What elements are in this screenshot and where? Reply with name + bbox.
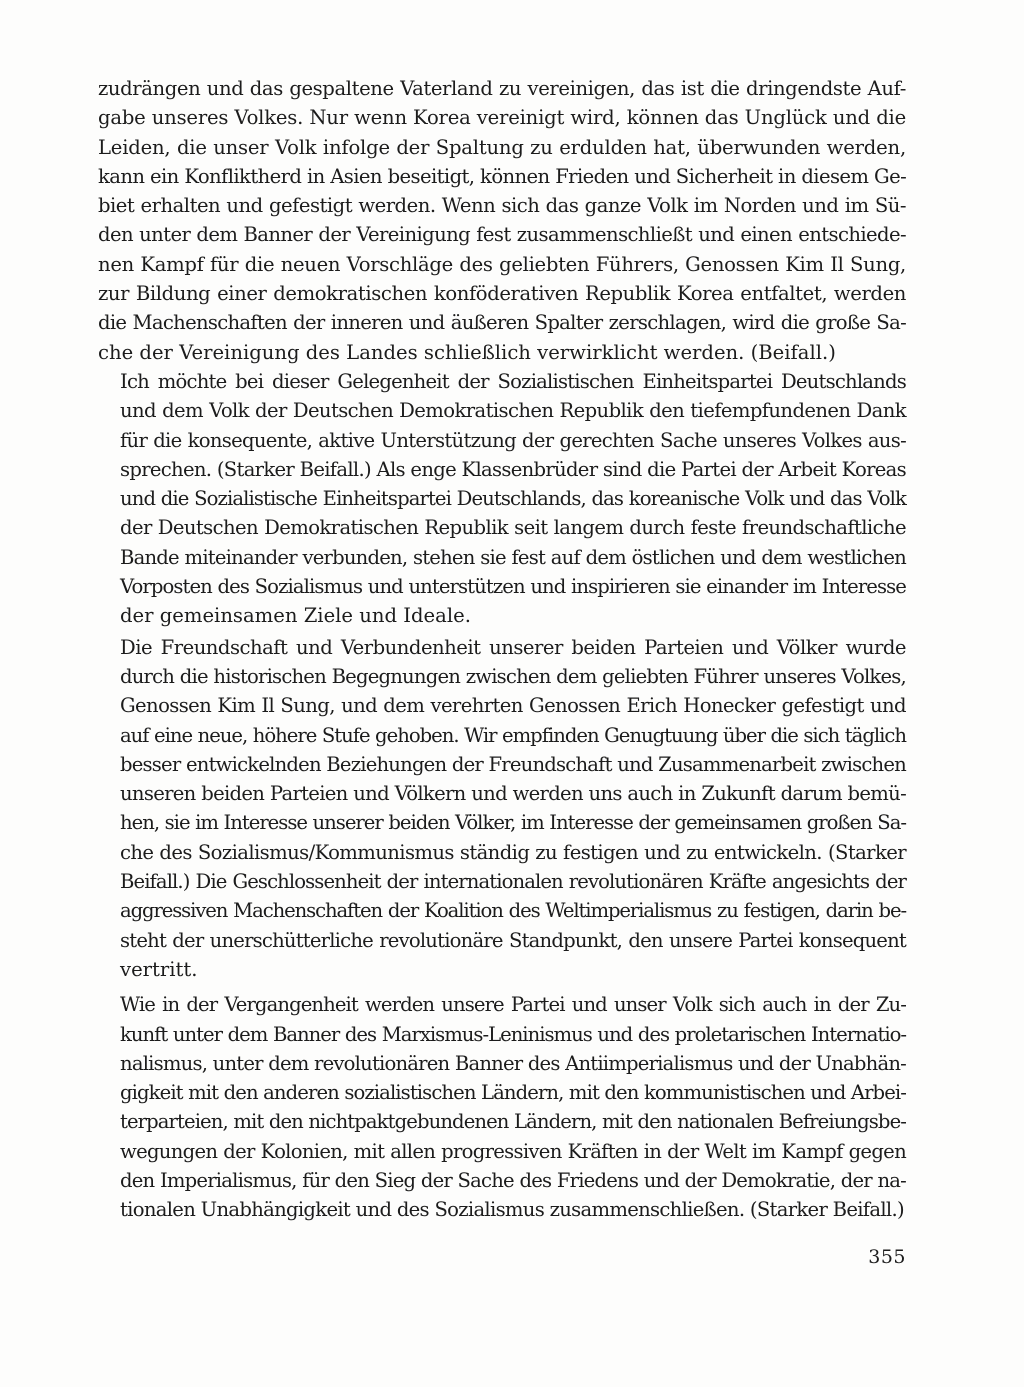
text-line: wegungen der Kolonien, mit allen progressiven Kräften in der Welt im Kampf gegen [120,1139,906,1163]
text-line: Bande miteinander verbunden, stehen sie fest auf dem östlichen und dem westlichen [120,545,906,569]
text-line: besser entwickelnden Beziehungen der Freundschaft und Zusammenarbeit zwischen [120,752,906,776]
text-line: che der Vereinigung des Landes schließlich verwirklicht werden. (Beifall.) [98,340,836,364]
paragraph-4 [98,990,906,1224]
text-line: vertritt. [120,957,198,981]
text-line: Ich möchte bei dieser Gelegenheit der Sozialistischen Einheitspartei Deutschlands [120,369,906,393]
text-line: steht der unerschütterliche revolutionäre Standpunkt, den unsere Partei konsequent [120,928,906,952]
text-line: Vorposten des Sozialismus und unterstützen und inspirieren sie einander im Interesse [120,575,906,599]
text-line: terparteien, mit den nichtpaktgebundenen Ländern, mit den nationalen Befreiungsbe- [120,1110,906,1134]
paragraph-3 [98,633,906,985]
text-line: und dem Volk der Deutschen Demokratischen Republik den tiefempfundenen Dank [120,399,906,423]
text-line: kunft unter dem Banner des Marxismus-Leninismus und des proletarischen Internatio- [120,1022,906,1046]
text-line: Wie in der Vergangenheit werden unsere Partei und unser Volk sich auch in der Zu- [120,993,906,1017]
text-line: aggressiven Machenschaften der Koalition des Weltimperialismus zu festigen, darin be- [120,899,906,923]
body-text [98,74,906,1225]
text-line: nen Kampf für die neuen Vorschläge des geliebten Führers, Genossen Kim Il Sung, [98,252,906,276]
text-line: den Imperialismus, für den Sieg der Sache des Friedens und der Demokratie, der na- [120,1168,906,1192]
text-line: Die Freundschaft und Verbundenheit unserer beiden Parteien und Völker wurde [120,635,906,659]
text-line: gabe unseres Volkes. Nur wenn Korea vereinigt wird, können das Unglück und die [98,106,906,130]
text-line: für die konsequente, aktive Unterstützung der gerechten Sache unseres Volkes aus- [120,428,906,452]
text-line: gigkeit mit den anderen sozialistischen Ländern, mit den kommunistischen und Arbei- [120,1081,906,1105]
text-line: hen, sie im Interesse unserer beiden Völker, im Interesse der gemeinsamen großen Sa- [120,811,906,835]
text-line: der gemeinsamen Ziele und Ideale. [120,604,471,628]
text-line: unseren beiden Parteien und Völkern und werden uns auch in Zukunft darum bemü- [120,782,906,806]
text-line: biet erhalten und gefestigt werden. Wenn sich das ganze Volk im Norden und im Sü- [98,194,906,218]
text-line: zudrängen und das gespaltene Vaterland zu vereinigen, das ist die dringendste Auf- [98,77,906,100]
paragraph-1 [98,74,906,367]
text-line: Genossen Kim Il Sung, und dem verehrten Genossen Erich Honecker gefestigt und [120,694,906,718]
text-line: tionalen Unabhängigkeit und des Sozialismus zusammenschließen. (Starker Beifall.) [120,1198,904,1222]
text-line: Beifall.) Die Geschlossenheit der internationalen revolutionären Kräfte angesichts der [120,870,906,894]
text-line: die Machenschaften der inneren und äußeren Spalter zerschlagen, wird die große Sa- [98,311,906,335]
text-line: sprechen. (Starker Beifall.) Als enge Klassenbrüder sind die Partei der Arbeit Koreas [120,457,906,481]
text-line: durch die historischen Begegnungen zwischen dem geliebten Führer unseres Volkes, [120,664,906,688]
paragraph-2 [98,367,906,631]
text-line: den unter dem Banner der Vereinigung fest zusammenschließt und einen entschiede- [98,223,906,247]
text-line: Leiden, die unser Volk infolge der Spaltung zu erdulden hat, überwunden werden, [98,135,906,159]
text-line: auf eine neue, höhere Stufe gehoben. Wir empfinden Genugtuung über die sich täglich [120,723,906,747]
text-line: che des Sozialismus/Kommunismus ständig zu festigen und zu entwickeln. (Starker [120,840,906,864]
text-line: und die Sozialistische Einheitspartei Deutschlands, das koreanische Volk und das Volk [120,487,906,511]
text-line: nalismus, unter dem revolutionären Banner des Antiimperialismus und der Unabhän- [120,1051,906,1075]
text-line: kann ein Konfliktherd in Asien beseitigt, können Frieden und Sicherheit in diesem Ge- [98,164,907,188]
text-line: zur Bildung einer demokratischen konföderativen Republik Korea entfaltet, werden [98,282,906,306]
text-line: der Deutschen Demokratischen Republik seit langem durch feste freundschaftliche [120,516,906,540]
page-number: 355 [868,1246,906,1268]
